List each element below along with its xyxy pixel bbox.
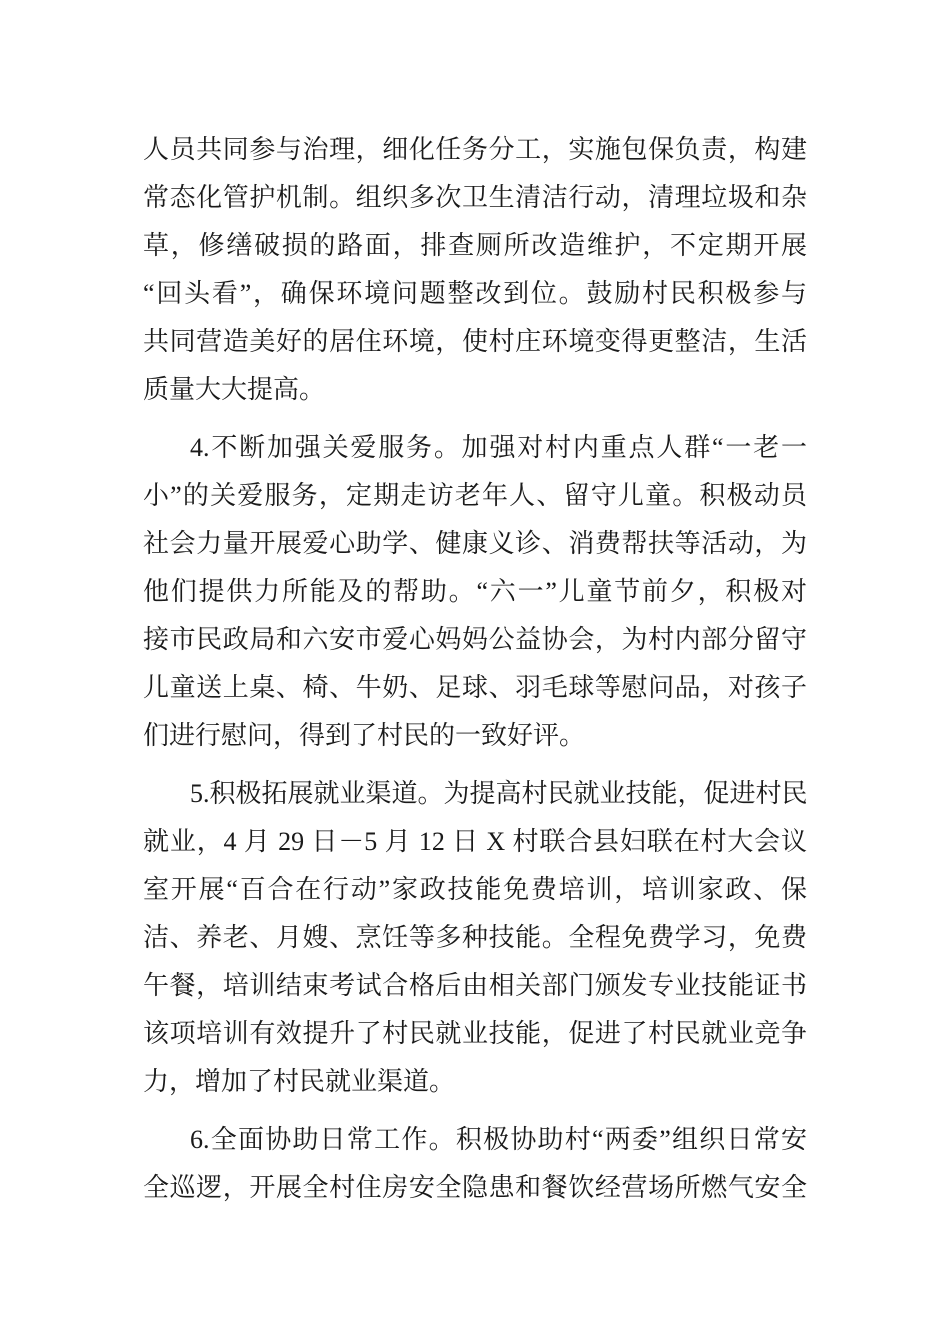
text-line: 就业，4 月 29 日－5 月 12 日 X 村联合县妇联在村大会议 — [143, 827, 807, 856]
text-line: 们进行慰问，得到了村民的一致好评。 — [143, 721, 586, 750]
paragraph-2 — [143, 424, 807, 760]
text-line: 室开展“百合在行动”家政技能免费培训，培训家政、保 — [143, 875, 807, 904]
paragraph-1 — [143, 126, 807, 414]
text-line: 小”的关爱服务，定期走访老年人、留守儿童。积极动员 — [143, 481, 807, 510]
text-line: 儿童送上桌、椅、牛奶、足球、羽毛球等慰问品，对孩子 — [143, 673, 807, 702]
text-line: 社会力量开展爱心助学、健康义诊、消费帮扶等活动，为 — [143, 529, 807, 558]
paragraph-4 — [143, 1116, 807, 1212]
text-line: “回头看”，确保环境问题整改到位。鼓励村民积极参与 — [143, 279, 807, 308]
text-line: 草，修缮破损的路面，排查厕所改造维护，不定期开展 — [143, 231, 807, 260]
text-line: 午餐，培训结束考试合格后由相关部门颁发专业技能证书 — [143, 971, 807, 1000]
text-line: 接市民政局和六安市爱心妈妈公益协会，为村内部分留守 — [143, 625, 807, 654]
text-line: 全巡逻，开展全村住房安全隐患和餐饮经营场所燃气安全 — [143, 1173, 807, 1202]
text-line: 6.全面协助日常工作。积极协助村“两委”组织日常安 — [190, 1125, 807, 1154]
text-line: 该项培训有效提升了村民就业技能，促进了村民就业竞争 — [143, 1019, 807, 1048]
text-line: 常态化管护机制。组织多次卫生清洁行动，清理垃圾和杂 — [143, 183, 807, 212]
text-line: 4.不断加强关爱服务。加强对村内重点人群“一老一 — [190, 433, 807, 462]
text-line: 他们提供力所能及的帮助。“六一”儿童节前夕，积极对 — [143, 577, 807, 606]
text-line: 洁、养老、月嫂、烹饪等多种技能。全程免费学习，免费 — [143, 923, 807, 952]
text-line: 5.积极拓展就业渠道。为提高村民就业技能，促进村民 — [190, 779, 808, 808]
paragraph-3 — [143, 770, 807, 1106]
text-line: 人员共同参与治理，细化任务分工，实施包保负责，构建 — [143, 135, 807, 164]
text-line: 质量大大提高。 — [143, 375, 326, 404]
text-line: 力，增加了村民就业渠道。 — [143, 1067, 456, 1096]
text-line: 共同营造美好的居住环境，使村庄环境变得更整洁，生活 — [143, 327, 807, 356]
